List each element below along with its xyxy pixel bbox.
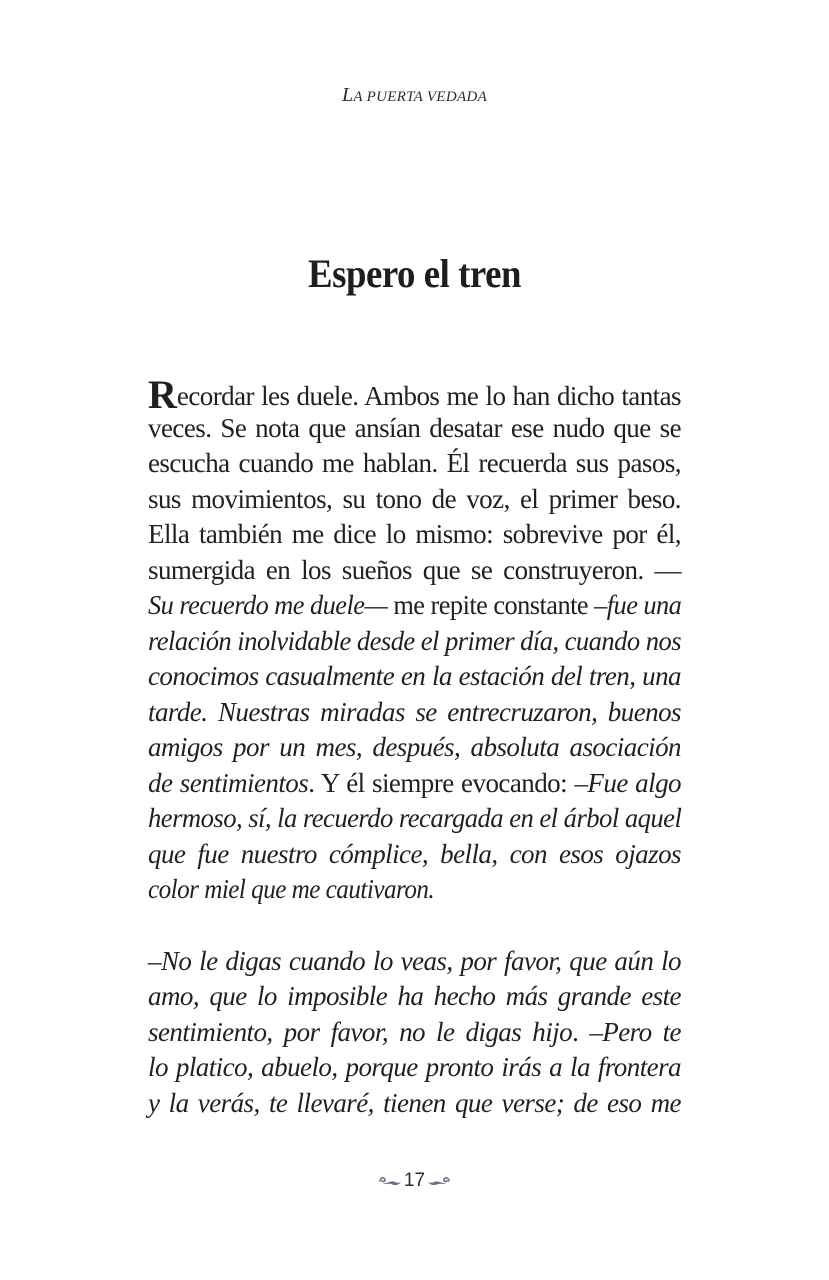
text-segment-italic: lo platico, abuelo, porque pronto irás a la frontera xyxy=(148,1052,681,1082)
running-header xyxy=(0,84,829,107)
text-segment-italic: –fue una xyxy=(594,590,682,620)
text-segment-italic: –Fue algo xyxy=(574,767,681,798)
text-line xyxy=(148,372,681,417)
paragraph-break xyxy=(148,908,681,944)
text-segment: . Y él siempre evocando: xyxy=(308,767,575,798)
text-line xyxy=(148,766,681,802)
text-line xyxy=(148,979,681,1015)
text-line xyxy=(148,1050,681,1086)
text-line xyxy=(148,695,681,731)
text-segment-italic: Su recuerdo me duele— xyxy=(148,590,388,620)
text-line xyxy=(148,1015,681,1051)
text-segment-italic: relación inolvidable desde el primer día, cuando nos xyxy=(148,625,681,656)
text-segment-italic: y la verás, te llevaré, tienen que verse; de eso me xyxy=(148,1087,681,1118)
text-segment: Ella también me dice lo mismo: sobrevive por él, xyxy=(148,519,681,549)
text-segment: ecordar les duele. Ambos me lo han dicho tantas xyxy=(176,381,681,411)
text-line xyxy=(148,944,681,980)
text-line xyxy=(148,482,681,518)
text-segment: escucha cuando me hablan. Él recuerda sus pasos, xyxy=(148,448,681,478)
text-segment: me repite constante xyxy=(387,590,595,620)
running-header-rest: A PUERTA VEDADA xyxy=(353,89,488,105)
text-segment: . xyxy=(572,1016,590,1047)
text-segment-italic: amo, que lo imposible ha hecho más grande este xyxy=(148,981,681,1011)
text-line xyxy=(148,801,681,837)
right-flourish-icon xyxy=(427,1175,451,1187)
text-segment-italic: tarde. Nuestras miradas se entrecruzaron, buenos xyxy=(148,696,681,727)
left-flourish-icon xyxy=(378,1175,402,1187)
text-line xyxy=(148,624,681,660)
text-line xyxy=(148,1086,681,1122)
text-segment-italic: color miel que me cautivaron. xyxy=(148,874,435,904)
text-segment: sus movimientos, su tono de voz, el primer beso. xyxy=(148,483,681,514)
text-segment-italic: amigos por un mes, después, absoluta asociación xyxy=(148,732,681,762)
running-header-initial: L xyxy=(341,84,354,106)
chapter-title: Espero el tren xyxy=(308,251,521,296)
text-line xyxy=(148,553,681,589)
text-line xyxy=(148,517,681,553)
text-line xyxy=(148,411,681,447)
text-segment-italic: de sentimientos xyxy=(148,767,309,798)
text-segment: sumergida en los sueños que se construyeron. xyxy=(148,554,644,585)
text-segment: veces. Se nota que ansían desatar ese nudo que se xyxy=(148,412,681,443)
text-segment-italic: hermoso, sí, la recuerdo recargada en el árbol aquel xyxy=(148,803,682,833)
page-footer xyxy=(0,1170,829,1192)
text-line xyxy=(148,730,681,766)
text-segment-italic: sentimiento, por favor, no le digas hijo xyxy=(148,1016,573,1047)
body-text xyxy=(148,372,682,1121)
text-line xyxy=(148,837,681,873)
em-dash: — xyxy=(654,554,681,585)
text-segment-italic: conocimos casualmente en la estación del tren, una xyxy=(148,661,681,691)
drop-cap: R xyxy=(148,372,177,417)
text-line xyxy=(148,872,644,908)
text-segment-italic: que fue nuestro cómplice, bella, con esos ojazos xyxy=(148,838,681,869)
text-segment-italic: –Pero te xyxy=(589,1016,681,1047)
text-segment-italic: –No le digas cuando lo veas, por favor, que aún lo xyxy=(148,945,681,976)
page-number: 17 xyxy=(403,1170,426,1191)
text-line xyxy=(148,446,681,482)
text-line xyxy=(148,588,681,624)
text-line xyxy=(148,659,681,695)
